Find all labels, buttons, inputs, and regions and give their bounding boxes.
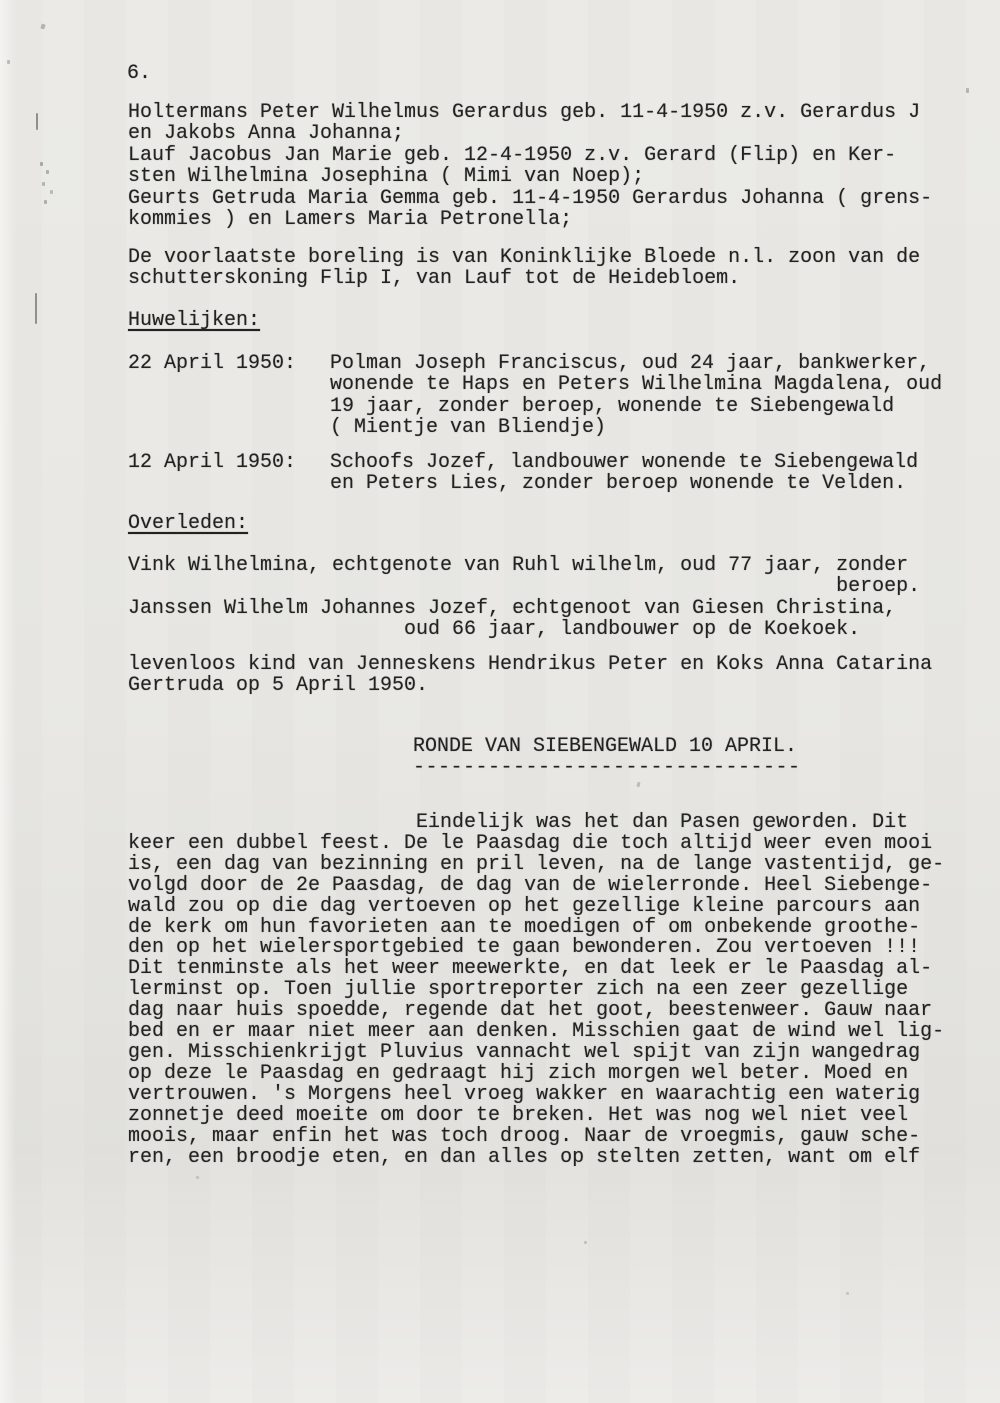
text-line: volgd door de 2e Paasdag, de dag van de wielerronde. Heel Siebenge- [128, 873, 933, 897]
scan-artifact [35, 293, 37, 324]
text-line: Polman Joseph Franciscus, oud 24 jaar, bankwerker, [330, 352, 931, 375]
text-line: schutterskoning Flip I, van Lauf tot de Heidebloem. [128, 267, 741, 291]
text-line: ( Mientje van Bliendje) [330, 416, 607, 440]
page-left-edge [0, 0, 16, 1403]
text-line: Dit tenminste als het weer meewerkte, en dat leek er le Paasdag al- [128, 957, 933, 981]
marriage-description [330, 353, 942, 439]
marriages-heading: Huwelijken: [128, 309, 261, 332]
article-body [128, 813, 944, 1168]
marriage-description [330, 452, 942, 495]
marriage-entry [128, 452, 942, 495]
text-line: 19 jaar, zonder beroep, wonende te Siebengewald [330, 394, 895, 418]
text-line: beroep. [128, 575, 921, 599]
scan-artifact [846, 1292, 849, 1295]
scan-artifact [636, 782, 640, 788]
scan-artifact [584, 1241, 587, 1244]
text-line: wald zou op die dag vertoeven op het gezellige kleine parcours aan [128, 894, 921, 918]
page-number: 6. [127, 62, 152, 85]
text-line: zonnetje deed moeite om door te breken. Het was nog wel niet veel [128, 1103, 909, 1127]
scan-artifact [7, 60, 10, 64]
text-line: op deze le Paasdag en gedraagt hij zich morgen wel beter. Moed en [128, 1061, 909, 1085]
text-line: Lauf Jacobus Jan Marie geb. 12-4-1950 z.v. Gerard (Flip) en Ker- [128, 143, 897, 167]
text-line: gen. Misschienkrijgt Pluvius vannacht wel spijt van zijn wangedrag [128, 1040, 921, 1064]
marriage-date: 22 April 1950: [128, 352, 297, 375]
text-line: levenloos kind van Jenneskens Hendrikus Peter en Koks Anna Catarina [128, 653, 933, 676]
article-title-underline: ------------------------------- [413, 756, 801, 780]
scan-artifact [966, 88, 969, 93]
text-line: lerminst op. Toen jullie sportreporter zich na een zeer gezellige [128, 978, 909, 1002]
text-line: en Jakobs Anna Johanna; [128, 122, 405, 146]
scan-artifact [40, 23, 45, 29]
article-title-block [413, 736, 801, 779]
text-line: kommies ) en Lamers Maria Petronella; [128, 208, 573, 232]
scan-artifact [40, 162, 43, 166]
article-title: RONDE VAN SIEBENGEWALD 10 APRIL. [413, 735, 798, 758]
text-line: Holtermans Peter Wilhelmus Gerardus geb. 11-4-1950 z.v. Gerardus J [128, 101, 921, 124]
text-line: de kerk om hun favorieten aan te moedigen of om onbekende groothe- [128, 915, 921, 939]
text-line: Vink Wilhelmina, echtgenote van Ruhl wilhelm, oud 77 jaar, zonder [128, 554, 909, 577]
birth-announcements [128, 102, 932, 230]
marriage-date: 12 April 1950: [128, 450, 297, 474]
text-line: is, een dag van bezinning en pril leven, na de lange vastentijd, ge- [128, 852, 945, 876]
stillborn-notice [128, 654, 932, 697]
text-line: Janssen Wilhelm Johannes Jozef, echtgenoot van Giesen Christina, [128, 596, 897, 620]
text-line: Gertruda op 5 April 1950. [128, 674, 429, 698]
text-line: Eindelijk was het dan Pasen geworden. Dit [128, 811, 909, 834]
scan-artifact [36, 113, 38, 130]
text-line: Schoofs Jozef, landbouwer wonende te Siebengewald [330, 450, 919, 474]
text-line: oud 66 jaar, landbouwer op de Koekoek. [128, 618, 861, 642]
death-notices [128, 555, 920, 641]
text-line: en Peters Lies, zonder beroep wonende te Velden. [330, 472, 907, 496]
text-line: Geurts Getruda Maria Gemma geb. 11-4-1950 Gerardus Johanna ( grens- [128, 186, 933, 210]
text-line: bed en er maar niet meer aan denken. Misschien gaat de wind wel lig- [128, 1020, 945, 1044]
deaths-heading: Overleden: [128, 512, 249, 535]
text-line: dag naar huis spoedde, regende dat het goot, beestenweer. Gauw naar [128, 999, 933, 1023]
scan-artifact [196, 1176, 199, 1179]
text-line: keer een dubbel feest. De le Paasdag die toch altijd weer even mooi [128, 831, 933, 855]
marriage-entry [128, 353, 942, 439]
text-line: moois, maar enfin het was toch droog. Naar de vroegmis, gauw sche- [128, 1124, 921, 1148]
text-line: sten Wilhelmina Josephina ( Mimi van Noep); [128, 165, 645, 189]
text-line: den op het wielersportgebied te gaan bewonderen. Zou vertoeven !!! [128, 936, 921, 960]
text-line: wonende te Haps en Peters Wilhelmina Magdalena, oud [330, 373, 943, 397]
text-line: De voorlaatste boreling is van Koninklijke Bloede n.l. zoon van de [128, 246, 921, 269]
marriages-list [128, 353, 942, 494]
text-line: ren, een broodje eten, en dan alles op stelten zetten, want om elf [128, 1145, 921, 1169]
text-line: vertrouwen. 's Morgens heel vroeg wakker en waarachtig een waterig [128, 1082, 921, 1106]
royal-birth-note [128, 247, 920, 290]
